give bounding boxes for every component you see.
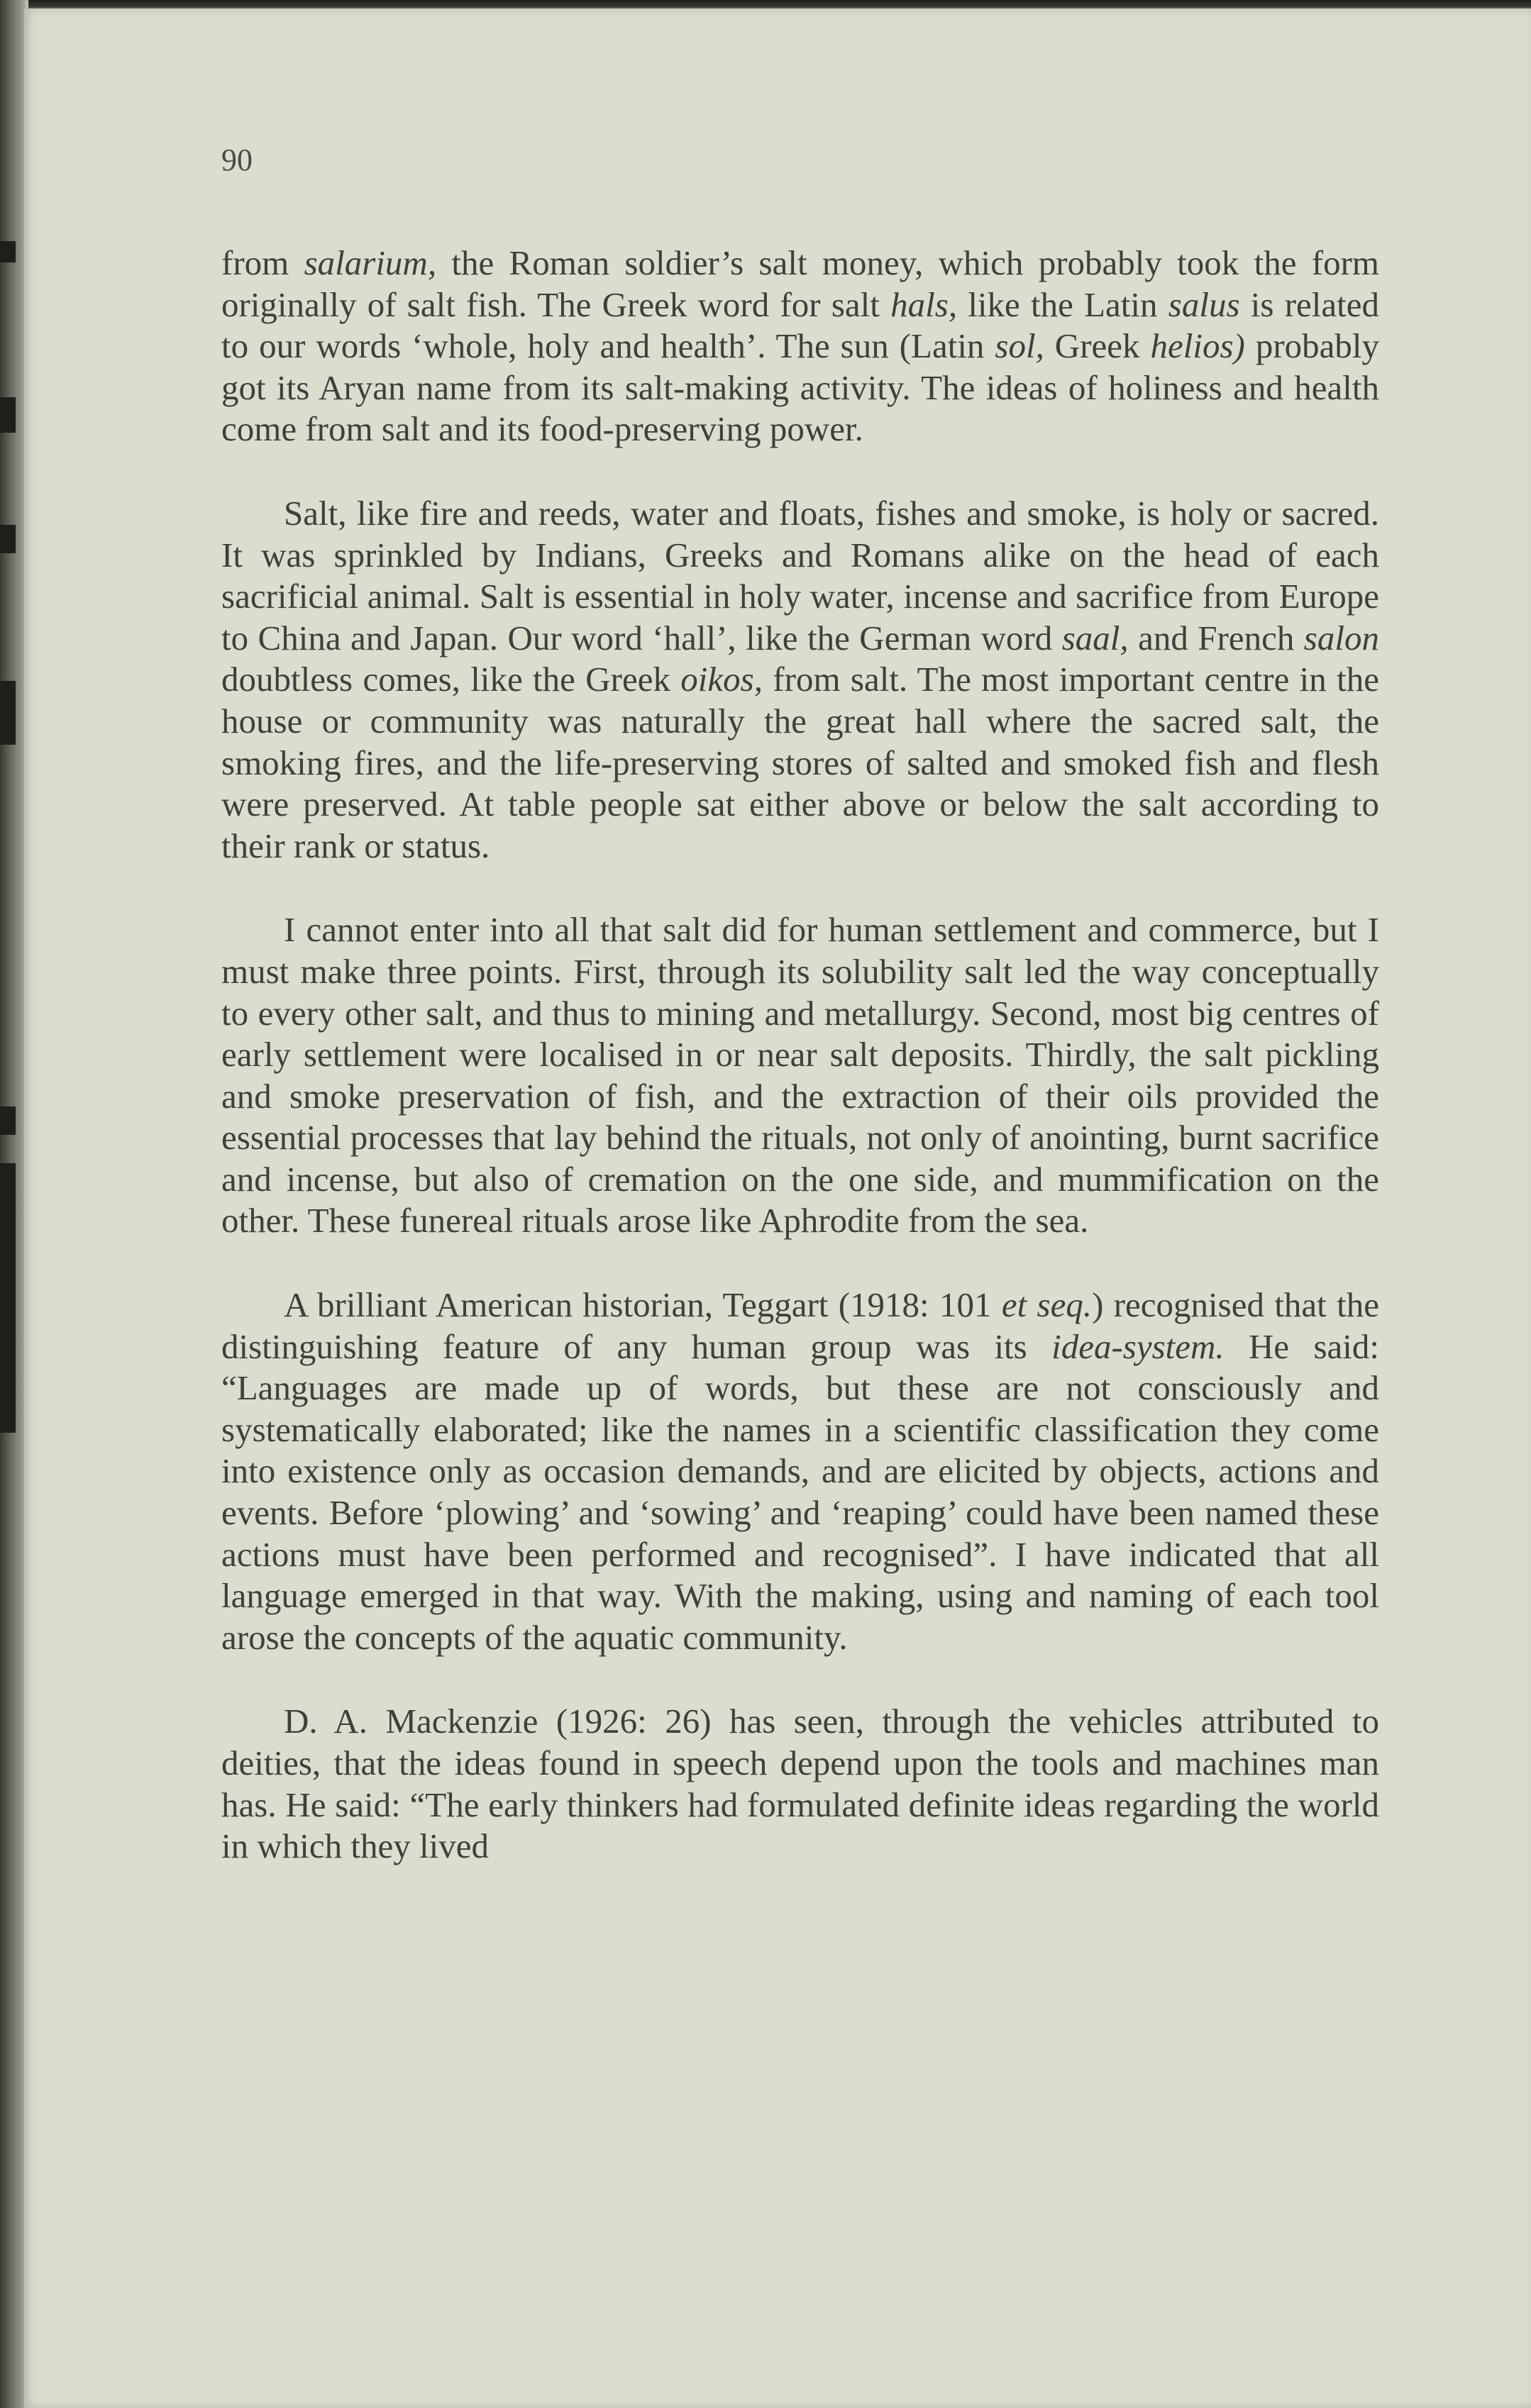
paragraph [221, 1285, 1379, 1658]
text-run: I cannot enter into all that salt did for human settlement and commerce, but I must make three points. First, through its solubility salt led the way conceptually to every other salt, and thus to mining and metallurgy. Second, most big centres of early settlement were localised in or near salt deposits. Thirdly, the salt pickling and smoke preservation of fish, and the extraction of their oils provided the essential processes that lay behind the rituals, not only of anointing, burnt sacrifice and incense, but also of cremation on the one side, and mummification on the other. These funereal rituals arose like Aphrodite from the sea. [221, 910, 1379, 1241]
italic-text: idea-system. [1051, 1326, 1225, 1366]
italic-text: salon [1303, 618, 1379, 658]
binding-mark [0, 397, 16, 433]
page-number: 90 [221, 143, 253, 177]
italic-text: salus [1168, 284, 1240, 324]
text-run: Greek [1044, 326, 1151, 366]
body-text [221, 243, 1379, 1910]
italic-text: helios) [1150, 326, 1245, 366]
paragraph [221, 243, 1379, 450]
binding-mark [0, 1163, 16, 1433]
text-run: probably got its Aryan name from its salt-making activity. The ideas of holiness and health come from salt and its food-preserving power. [221, 326, 1380, 449]
text-run: doubtless comes, like the Greek [221, 660, 681, 699]
text-run: D. A. Mackenzie (1926: 26) has seen, through the vehicles attributed to deities, that the ideas found in speech depend upon the tools and machines man has. He said: “The early thinkers had formulated definite ideas regarding the world in which they lived [221, 1702, 1379, 1866]
italic-text: hals, [890, 284, 958, 324]
text-run: from salt. The most important centre in the house or community was naturally the great hall where the sacred salt, the smoking fires, and the life-preserving stores of salted and smoked fish and flesh were preserved. At table people sat either above or below the salt according to their rank or status. [221, 660, 1379, 865]
italic-text: sol, [995, 326, 1044, 366]
binding-mark [0, 525, 16, 553]
italic-text: et seq. [1001, 1285, 1093, 1325]
text-run: is related to our words ‘whole, holy and health’. The sun (Latin [221, 284, 1379, 366]
italic-text: oikos, [680, 660, 763, 699]
italic-text: saal, [1061, 618, 1129, 658]
italic-text: salarium, [304, 243, 437, 282]
paragraph [221, 909, 1379, 1242]
text-run: from [221, 243, 304, 282]
binding-mark [0, 1106, 16, 1135]
text-run: and French [1128, 618, 1304, 658]
binding-mark [0, 681, 16, 745]
book-page [24, 9, 1531, 2408]
text-run: A brilliant American historian, Teggart (1918: 101 [284, 1285, 1002, 1325]
paragraph [221, 1701, 1379, 1867]
binding-mark [0, 241, 16, 262]
text-run: ) recognised that the distinguishing feature of any human group was its [221, 1285, 1379, 1366]
text-run: the Roman soldier’s salt money, which probably took the form originally of salt fish. The Greek word for salt [221, 243, 1380, 324]
text-run: Salt, like fire and reeds, water and floats, fishes and smoke, is holy or sacred. It was sprinkled by Indians, Greeks and Romans alike on the head of each sacrificial animal. Salt is essential in holy water, incense and sacrifice from Europe to China and Japan. Our word ‘hall’, like the German word [221, 493, 1379, 658]
text-run: He said: “Languages are made up of words, but these are not consciously and systematically elaborated; like the names in a scientific classification they come into existence only as occasion demands, and are elicited by objects, actions and events. Before ‘plowing’ and ‘sowing’ and ‘reaping’ could have been named these actions must have been performed and recognised”. I have indicated that all language emerged in that way. With the making, using and naming of each tool arose the concepts of the aquatic community. [221, 1326, 1379, 1657]
paragraph [221, 493, 1379, 867]
text-run: like the Latin [957, 284, 1168, 324]
